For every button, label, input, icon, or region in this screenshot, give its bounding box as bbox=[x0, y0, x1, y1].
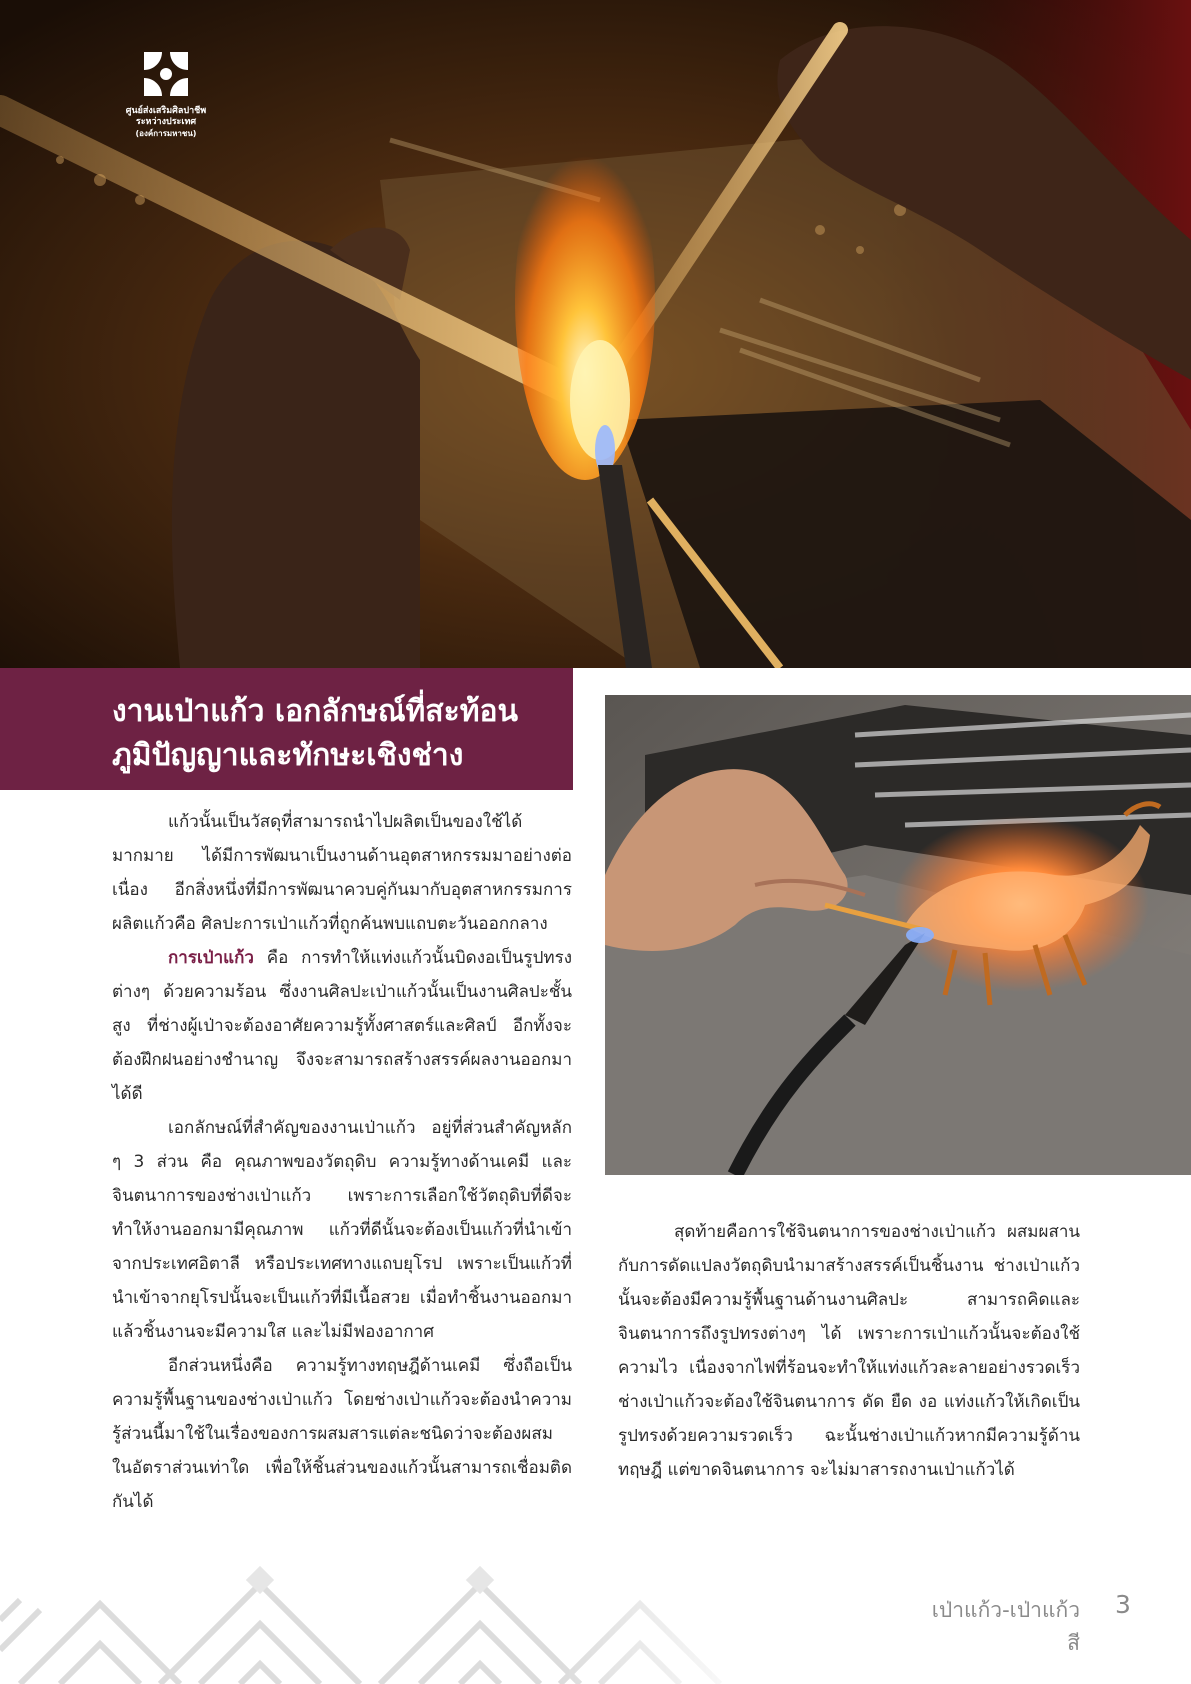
heading-banner bbox=[0, 668, 573, 790]
glass-horse-photo bbox=[605, 695, 1191, 1175]
organization-logo bbox=[108, 48, 224, 139]
page-number: 3 bbox=[1115, 1590, 1131, 1619]
paragraph-3: เอกลักษณ์ที่สำคัญของงานเป่าแก้ว อยู่ที่ส่วนสำคัญหลัก ๆ 3 ส่วน คือ คุณภาพของวัตถุดิบ ความรู้ทางด้านเคมี และ จินตนาการของช่างเป่าแก้ว เพราะการเลือกใช้วัตถุดิบที่ดีจะทำให้งานออกมามีคุณภาพ แก้วที่ดีนั้นจะต้องเป็นแก้วที่นำเข้าจากประเทศอิตาลี หรือประเทศทางแถบยุโรป เพราะเป็นแก้วที่นำเข้าจากยุโรปนั้นจะเป็นแก้วที่มีเนื้อสวย เมื่อทำชิ้นงานออกมาแล้วชิ้นงานจะมีความใส และไม่มีฟองอากาศ bbox=[112, 1118, 572, 1342]
hero-photo bbox=[0, 0, 1191, 668]
paragraph-2-text: คือ การทำให้แท่งแก้วนั้นบิดงอเป็นรูปทรงต่างๆ ด้วยความร้อน ซึ่งงานศิลปะเป่าแก้วนั้นเป็นงานศิลปะชั้นสูง ที่ช่างผู้เป่าจะต้องอาศัยความรู้ทั้งศาสตร์และศิลป์ อีกทั้งจะต้องฝึกฝนอย่างชำนาญ จึงจะสามารถสร้างสรรค์ผลงานออกมาได้ดี bbox=[112, 948, 572, 1104]
right-column-text bbox=[618, 1215, 1080, 1487]
page-title: งานเป่าแก้ว เอกลักษณ์ที่สะท้อนภูมิปัญญาและทักษะเชิงช่าง bbox=[112, 694, 519, 773]
logo-text-line2: ระหว่างประเทศ bbox=[135, 117, 197, 127]
left-column-text bbox=[112, 805, 572, 1519]
logo-text-line3: (องค์การมหาชน) bbox=[135, 129, 197, 138]
paragraph-4: อีกส่วนหนึ่งคือ ความรู้ทางทฤษฎีด้านเคมี ซึ่งถือเป็นความรู้พื้นฐานของช่างเป่าแก้ว โดยช่างเป่าแก้วจะต้องนำความรู้ส่วนนี้มาใช้ในเรื่องของการผสมสารแต่ละชนิดว่าจะต้องผสมในอัตราส่วนเท่าใด เพื่อให้ชิ้นส่วนของแก้วนั้นสามารถเชื่อมติดกันได้ bbox=[112, 1356, 572, 1512]
highlight-term: การเป่าแก้ว bbox=[168, 948, 254, 968]
paragraph-2 bbox=[112, 941, 572, 1111]
x-flower-logo-icon bbox=[140, 48, 192, 100]
paragraph-1: แก้วนั้นเป็นวัสดุที่สามารถนำไปผลิตเป็นของใช้ได้มากมาย ได้มีการพัฒนาเป็นงานด้านอุตสาหกรรมมาอย่างต่อเนื่อง อีกสิ่งหนึ่งที่มีการพัฒนาควบคู่กันมากับอุตสาหกรรมการผลิตแก้วคือ ศิลปะการเป่าแก้วที่ถูกค้นพบแถบตะวันออกกลาง bbox=[112, 812, 572, 934]
glass-horse-image bbox=[605, 695, 1191, 1175]
logo-text-line1: ศูนย์ส่งเสริมศิลปาชีพ bbox=[125, 106, 207, 116]
decorative-pattern bbox=[0, 1520, 760, 1684]
paragraph-5: สุดท้ายคือการใช้จินตนาการของช่างเป่าแก้ว ผสมผสานกับการดัดแปลงวัตถุดิบนำมาสร้างสรรค์เป็นชิ้นงาน ช่างเป่าแก้วนั้นจะต้องมีความรู้พื้นฐานด้านงานศิลปะ สามารถคิดและจินตนาการถึงรูปทรงต่างๆ ได้ เพราะการเป่าแก้วนั้นจะต้องใช้ความไว เนื่องจากไฟที่ร้อนจะทำให้แท่งแก้วละลายอย่างรวดเร็ว ช่างเป่าแก้วจะต้องใช้จินตนาการ ดัด ยืด งอ แท่งแก้วให้เกิดเป็นรูปทรงด้วยความรวดเร็ว ฉะนั้นช่างเป่าแก้วหากมีความรู้ด้านทฤษฎี แต่ขาดจินตนาการ จะไม่มาสารถงานเป่าแก้วได้ bbox=[618, 1222, 1080, 1480]
footer-title: เป่าแก้ว-เป่าแก้วสี bbox=[931, 1598, 1080, 1655]
